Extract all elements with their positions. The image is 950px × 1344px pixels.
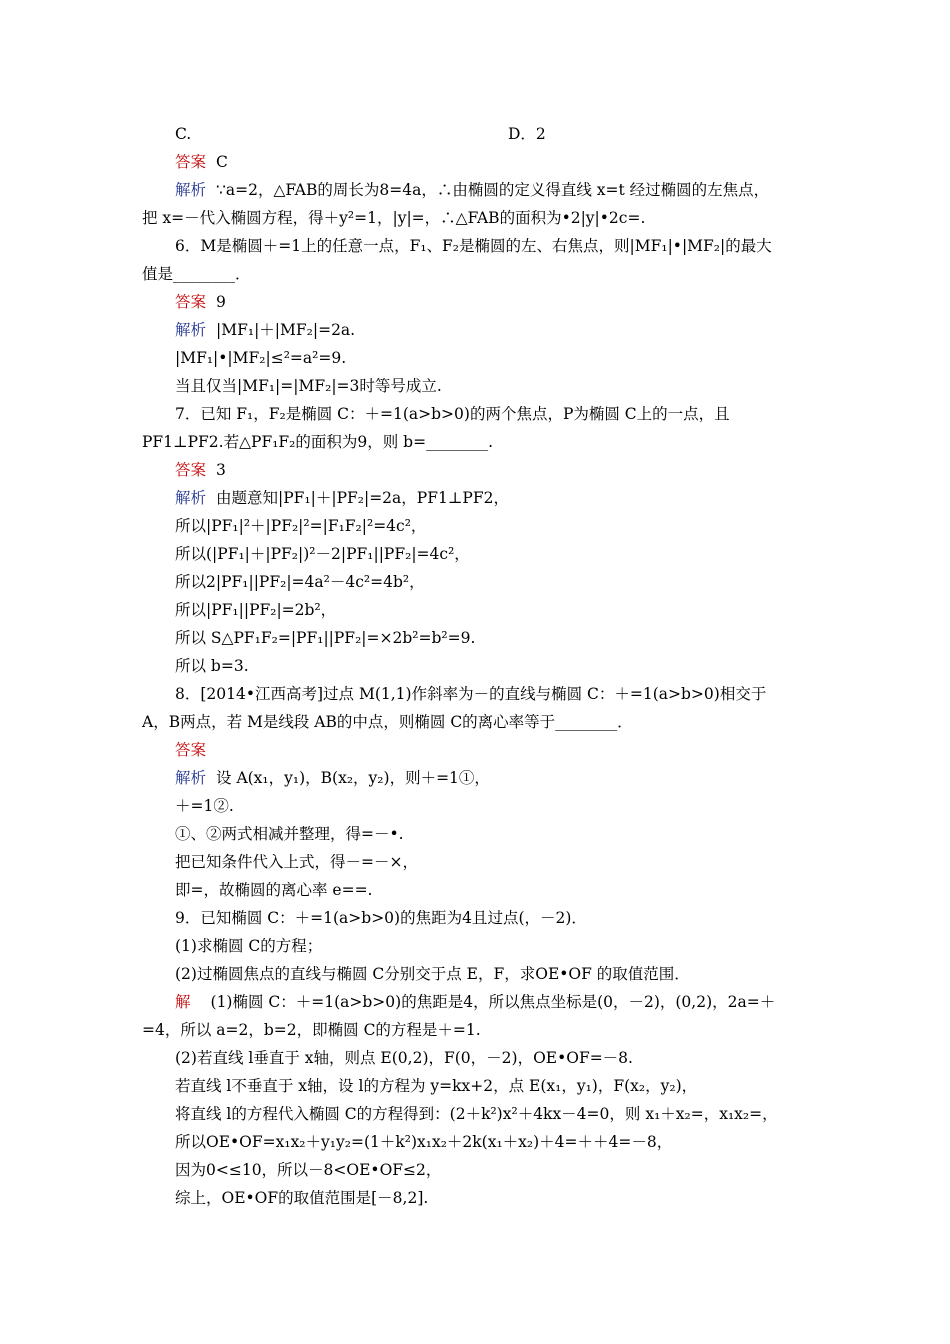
explanation-6-line-3: 当且仅当|MF₁|=|MF₂|=3时等号成立. <box>175 377 442 395</box>
explanation-8-line-1 <box>175 768 490 788</box>
explanation-label: 解析 <box>175 489 207 507</box>
answer-value: 9 <box>216 293 226 311</box>
explanation-7-line-1 <box>175 488 509 508</box>
explanation-text: ∵a=2，△FAB的周长为8=4a，∴由椭圆的定义得直线 x=t 经过椭圆的左焦点， <box>216 181 770 199</box>
answer-value: 3 <box>216 461 226 479</box>
explanation-text: |MF₁|＋|MF₂|=2a. <box>216 321 356 339</box>
question-9-line-2: (1)求椭圆 C的方程； <box>175 937 323 955</box>
solution-9-line-6: 所以OE•OF=x₁x₂＋y₁y₂=(1＋k²)x₁x₂＋2k(x₁＋x₂)＋4=＋＋4=－8， <box>175 1133 673 1151</box>
explanation-label: 解析 <box>175 181 207 199</box>
answer-7 <box>175 460 226 480</box>
explanation-7-line-3: 所以(|PF₁|＋|PF₂|)²－2|PF₁||PF₂|=4c²， <box>175 545 470 563</box>
solution-9-line-5: 将直线 l的方程代入椭圆 C的方程得到：(2＋k²)x²＋4kx－4=0，则 x₁＋x₂=，x₁x₂=， <box>175 1105 778 1123</box>
answer-label: 答案 <box>175 741 207 759</box>
question-7-line-1: 7．已知 F₁，F₂是椭圆 C：＋=1(a>b>0)的两个焦点，P为椭圆 C上的一点，且 <box>175 405 730 423</box>
solution-9-line-7: 因为0<≤10，所以－8<OE•OF≤2， <box>175 1161 442 1179</box>
question-6-line-1: 6．M是椭圆＋=1上的任意一点，F₁、F₂是椭圆的左、右焦点，则|MF₁|•|MF₂|的最大 <box>175 237 772 255</box>
answer-label: 答案 <box>175 293 207 311</box>
answer-label: 答案 <box>175 461 207 479</box>
solution-9-line-4: 若直线 l不垂直于 x轴，设 l的方程为 y=kx+2，点 E(x₁，y₁)，F(x₂，y₂)， <box>175 1077 698 1095</box>
explanation-8-line-4: 把已知条件代入上式，得－=－×， <box>175 853 418 871</box>
explanation-text: 设 A(x₁，y₁)，B(x₂，y₂)，则＋=1①， <box>216 769 490 787</box>
explanation-7-line-5: 所以|PF₁||PF₂|=2b²， <box>175 601 337 619</box>
explanation-7-line-2: 所以|PF₁|²＋|PF₂|²=|F₁F₂|²=4c²， <box>175 517 427 535</box>
explanation-6-line-1 <box>175 320 355 340</box>
explanation-7-line-6: 所以 S△PF₁F₂=|PF₁||PF₂|=×2b²=b²=9. <box>175 629 476 647</box>
explanation-5-line-2: 把 x=－代入椭圆方程，得＋y²=1，|y|=，∴△FAB的面积为•2|y|•2c=. <box>142 209 646 227</box>
answer-5 <box>175 152 228 172</box>
solution-9-line-3: (2)若直线 l垂直于 x轴，则点 E(0,2)，F(0，－2)，OE•OF=－8. <box>175 1049 633 1067</box>
question-7-line-2: PF1⊥PF2.若△PF₁F₂的面积为9，则 b=________. <box>142 433 494 451</box>
explanation-6-line-2: |MF₁|•|MF₂|≤²=a²=9. <box>175 349 347 367</box>
question-8-line-2: A，B两点，若 M是线段 AB的中点，则椭圆 C的离心率等于________． <box>142 713 633 731</box>
explanation-label: 解析 <box>175 321 207 339</box>
explanation-5-line-1 <box>175 180 769 200</box>
solution-label: 解 <box>175 993 191 1011</box>
option-c: C. <box>175 125 192 143</box>
answer-6 <box>175 292 226 312</box>
solution-9-line-1 <box>175 992 775 1012</box>
solution-text: (1)椭圆 C：＋=1(a>b>0)的焦距是4，所以焦点坐标是(0，－2)，(0,2)，2a=＋ <box>210 993 776 1011</box>
explanation-text: 由题意知|PF₁|＋|PF₂|=2a，PF1⊥PF2， <box>216 489 509 507</box>
question-9-line-1: 9．已知椭圆 C：＋=1(a>b>0)的焦距为4且过点(，－2)． <box>175 909 587 927</box>
question-6-line-2: 值是________． <box>142 265 251 283</box>
explanation-8-line-3: ①、②两式相减并整理，得=－•. <box>175 825 404 843</box>
explanation-7-line-4: 所以2|PF₁||PF₂|=4a²－4c²=4b²， <box>175 573 425 591</box>
answer-8 <box>175 740 206 760</box>
answer-label: 答案 <box>175 153 207 171</box>
solution-9-line-8: 综上，OE•OF的取值范围是[－8,2]. <box>175 1189 429 1207</box>
answer-value: C <box>216 153 228 171</box>
explanation-8-line-5: 即=，故椭圆的离心率 e==. <box>175 881 373 899</box>
question-9-line-3: (2)过椭圆焦点的直线与椭圆 C分别交于点 E，F，求OE•OF 的取值范围． <box>175 965 690 983</box>
explanation-8-line-2: ＋=1②. <box>175 797 234 815</box>
solution-9-line-2: =4，所以 a=2，b=2，即椭圆 C的方程是＋=1. <box>142 1021 481 1039</box>
option-d: D．2 <box>508 125 546 143</box>
explanation-label: 解析 <box>175 769 207 787</box>
explanation-7-line-7: 所以 b=3. <box>175 657 249 675</box>
question-8-line-1: 8．[2014•江西高考]过点 M(1,1)作斜率为－的直线与椭圆 C：＋=1(a>b>0)相交于 <box>175 685 767 703</box>
